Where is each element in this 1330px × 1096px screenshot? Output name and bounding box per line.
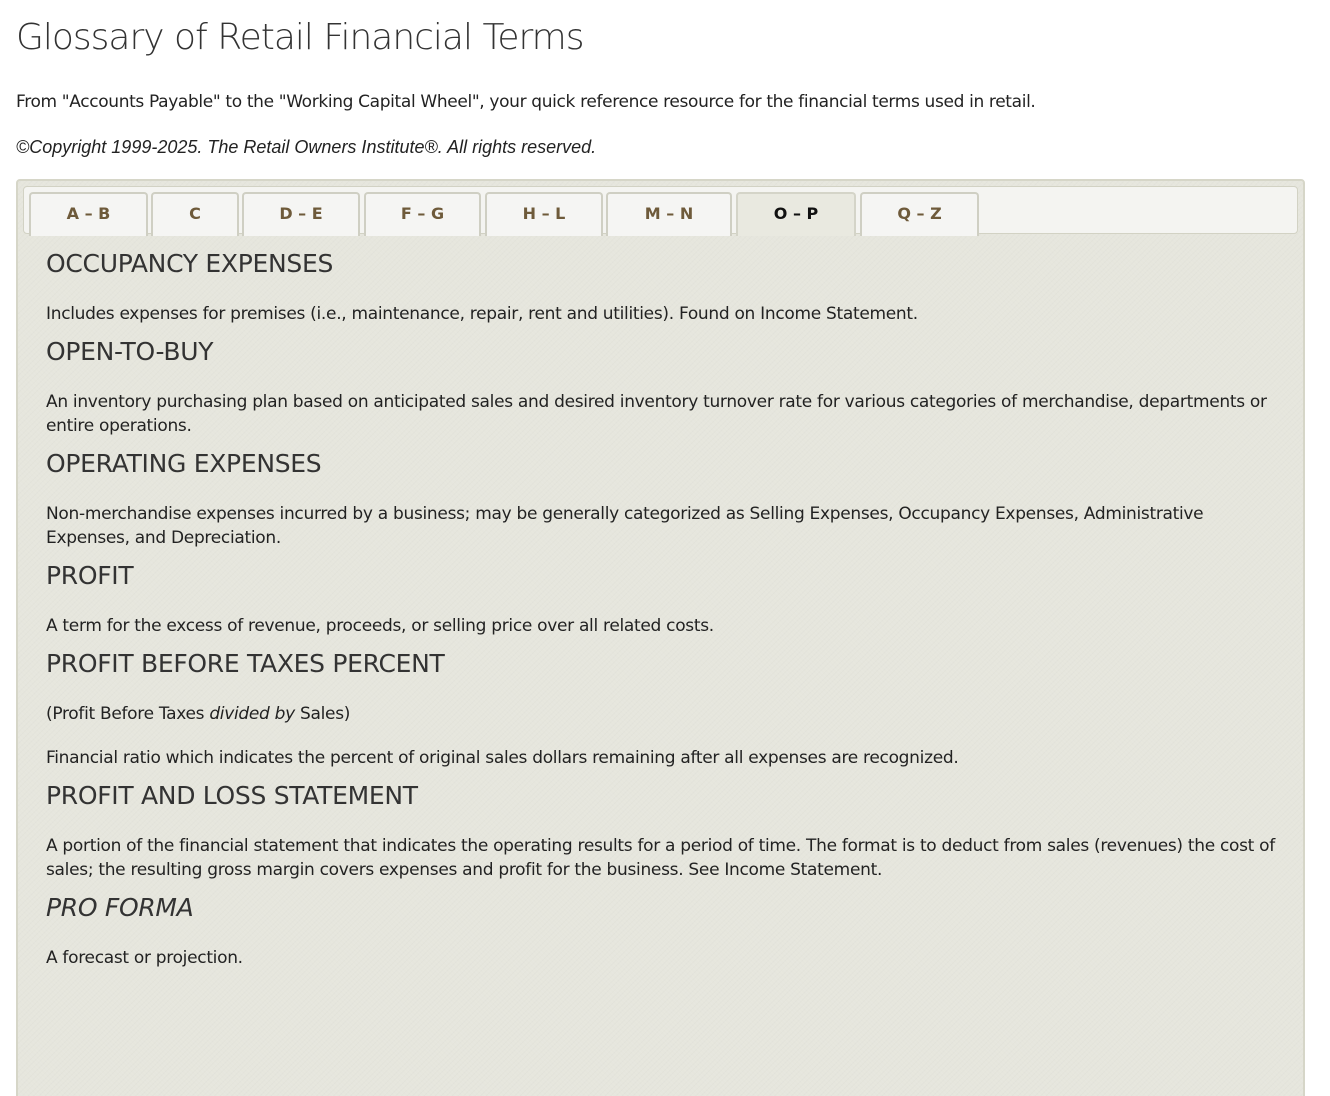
tab-c[interactable]: C bbox=[151, 192, 239, 236]
tab-h-l[interactable]: H – L bbox=[485, 192, 603, 236]
term-title: PROFIT AND LOSS STATEMENT bbox=[46, 781, 418, 810]
term-title: OCCUPANCY EXPENSES bbox=[46, 249, 334, 278]
tab-panel-o-p bbox=[46, 245, 1281, 977]
page-title: Glossary of Retail Financial Terms bbox=[16, 17, 584, 58]
term-profit-and-loss-statement bbox=[46, 777, 1281, 882]
tab-m-n[interactable]: M – N bbox=[606, 192, 732, 236]
term-title: PROFIT bbox=[46, 561, 134, 590]
tab-o-p[interactable]: O – P bbox=[736, 192, 856, 236]
term-formula bbox=[46, 702, 1281, 726]
term-definition: Includes expenses for premises (i.e., maintenance, repair, rent and utilities). Found on Income Statement. bbox=[46, 304, 918, 324]
term-operating-expenses bbox=[46, 445, 1281, 550]
glossary-tabs bbox=[16, 179, 1305, 1096]
term-title: OPEN-TO-BUY bbox=[46, 337, 214, 366]
term-title: PRO FORMA bbox=[46, 893, 194, 922]
term-profit bbox=[46, 557, 1281, 638]
term-pro-forma bbox=[46, 889, 1281, 970]
tab-q-z[interactable]: Q – Z bbox=[860, 192, 979, 236]
term-profit-before-taxes-percent bbox=[46, 645, 1281, 770]
formula-operator: divided by bbox=[209, 704, 295, 724]
formula-prefix: (Profit Before Taxes bbox=[46, 704, 210, 724]
intro-text: From "Accounts Payable" to the "Working Capital Wheel", your quick reference resource for the financial terms used in retail. bbox=[16, 92, 1036, 112]
term-definition: A forecast or projection. bbox=[46, 948, 243, 968]
term-open-to-buy bbox=[46, 333, 1281, 438]
term-definition: A term for the excess of revenue, proceeds, or selling price over all related costs. bbox=[46, 616, 714, 636]
tab-bar bbox=[23, 186, 1298, 234]
term-definition: A portion of the financial statement that indicates the operating results for a period of time. The format is to deduct from sales (revenues) the cost of sales; the resulting gross margin covers expenses and profit for the business. See Income Statement. bbox=[46, 836, 1275, 880]
copyright-notice: ©Copyright 1999-2025. The Retail Owners Institute®. All rights reserved. bbox=[16, 137, 597, 157]
term-definition: An inventory purchasing plan based on anticipated sales and desired inventory turnover rate for various categories of merchandise, departments or entire operations. bbox=[46, 392, 1267, 436]
tab-f-g[interactable]: F – G bbox=[364, 192, 481, 236]
tab-a-b[interactable]: A – B bbox=[29, 192, 148, 236]
term-definition: Non-merchandise expenses incurred by a business; may be generally categorized as Selling Expenses, Occupancy Expenses, Administrative Expenses, and Depreciation. bbox=[46, 504, 1204, 548]
term-occupancy-expenses bbox=[46, 245, 1281, 326]
term-title: OPERATING EXPENSES bbox=[46, 449, 322, 478]
tab-d-e[interactable]: D – E bbox=[242, 192, 360, 236]
term-title: PROFIT BEFORE TAXES PERCENT bbox=[46, 649, 445, 678]
term-definition: Financial ratio which indicates the percent of original sales dollars remaining after all expenses are recognized. bbox=[46, 748, 959, 768]
formula-suffix: Sales) bbox=[294, 704, 351, 724]
